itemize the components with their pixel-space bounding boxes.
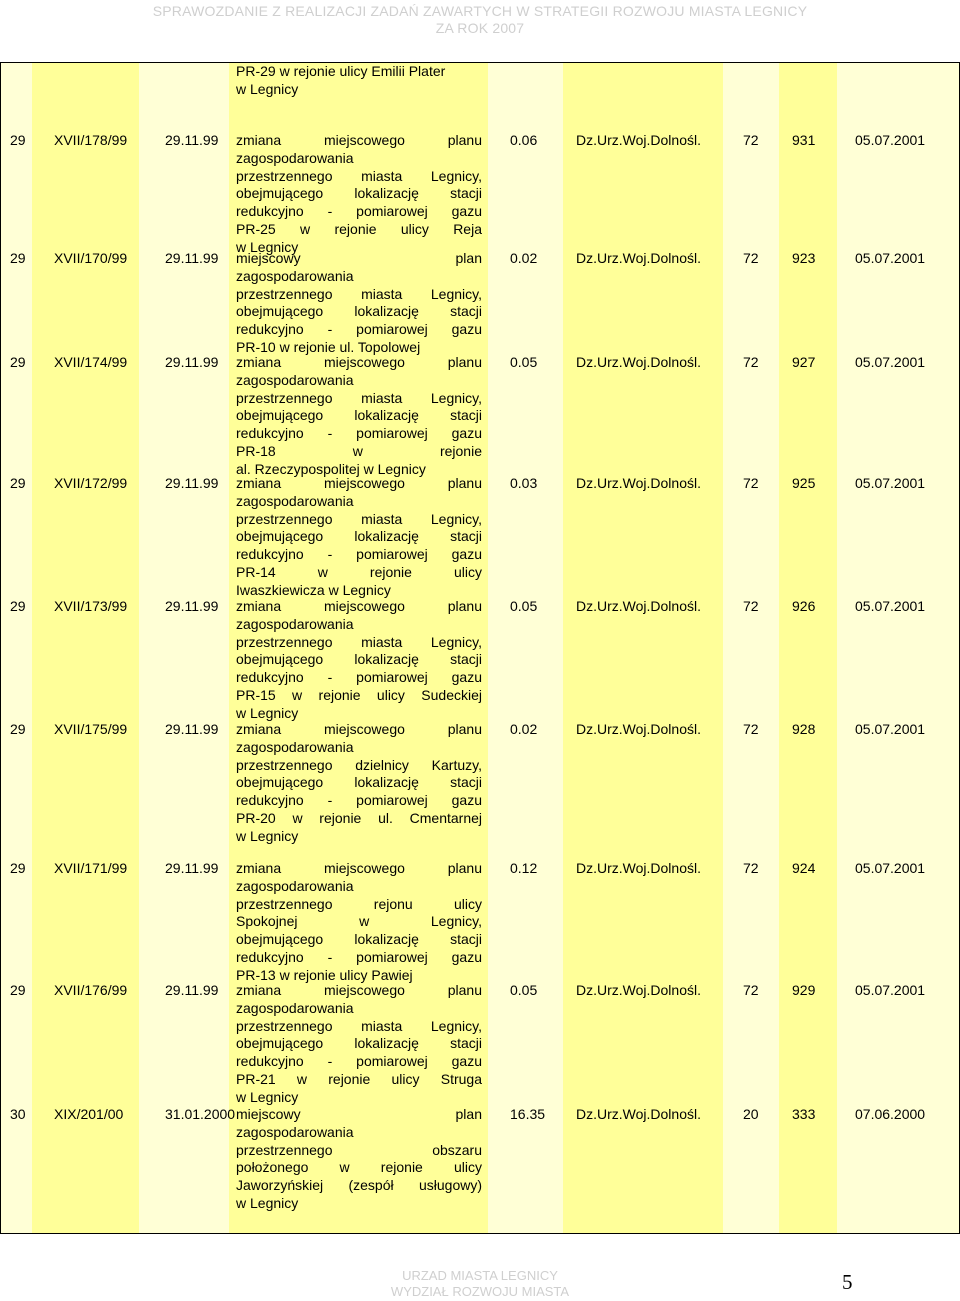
cell-position: 924 (792, 860, 816, 876)
description-line: redukcyjno - pomiarowej gazu (236, 948, 482, 965)
description-line: zagospodarowania (236, 615, 354, 632)
description-line: obejmującego lokalizację stacji (236, 651, 482, 668)
cell-publication-date: 05.07.2001 (855, 475, 926, 491)
description-line: PR-21 w rejonie ulicy Struga (236, 1070, 482, 1087)
description-line: obejmującego lokalizację stacji (236, 185, 482, 202)
cell-journal: Dz.Urz.Woj.Dolnośl. (576, 721, 701, 737)
description-line: zmiana miejscowego planu (236, 475, 482, 491)
cell-journal-number: 72 (743, 982, 759, 998)
description-line: zagospodarowania (236, 492, 354, 509)
description-line: położonego w rejonie ulicy (236, 1159, 482, 1176)
description-line: zagospodarowania (236, 999, 354, 1016)
cell-journal: Dz.Urz.Woj.Dolnośl. (576, 860, 701, 876)
cell-area: 0.05 (510, 598, 538, 614)
cell-journal-number: 72 (743, 132, 759, 148)
description-line: PR-13 w rejonie ulicy Pawiej (236, 966, 413, 983)
cell-description (236, 982, 482, 1107)
cell-date: 29.11.99 (165, 475, 219, 491)
cell-resolution: XVII/171/99 (54, 860, 128, 876)
cell-description (236, 598, 482, 723)
description-line: przestrzennego rejonu ulicy (236, 895, 482, 912)
description-line: redukcyjno - pomiarowej gazu (236, 321, 482, 338)
description-line: przestrzennego dzielnicy Kartuzy, (236, 756, 482, 773)
description-line: w Legnicy (236, 704, 299, 721)
page-number: 5 (842, 1270, 853, 1294)
description-line: przestrzennego obszaru (236, 1141, 482, 1158)
table-border-left (0, 62, 1, 1234)
footer-office: URZAD MIASTA LEGNICY (402, 1268, 558, 1283)
cell-journal: Dz.Urz.Woj.Dolnośl. (576, 132, 701, 148)
cell-journal-number: 72 (743, 354, 759, 370)
cell-date: 29.11.99 (165, 598, 219, 614)
footer-department: WYDZIAŁ ROZWOJU MIASTA (390, 1284, 570, 1299)
cell-journal-number: 20 (743, 1106, 759, 1122)
cell-area: 16.35 (510, 1106, 546, 1122)
table-border-bottom (0, 1233, 960, 1234)
cell-position: 928 (792, 721, 816, 737)
description-line: zmiana miejscowego planu (236, 132, 482, 148)
report-header-title: SPRAWOZDANIE Z REALIZACJI ZADAŃ ZAWARTYCH W STRATEGII ROZWOJU MIASTA LEGNICY (152, 3, 808, 19)
continued-description (236, 63, 482, 99)
cell-area: 0.02 (510, 721, 538, 737)
cell-position: 927 (792, 354, 816, 370)
cell-journal: Dz.Urz.Woj.Dolnośl. (576, 1106, 701, 1122)
description-line: miejscowy plan (236, 1106, 482, 1122)
cell-journal: Dz.Urz.Woj.Dolnośl. (576, 475, 701, 491)
description-line: w Legnicy (236, 238, 299, 255)
description-line: w Legnicy (236, 1088, 299, 1105)
description-line: PR-29 w rejonie ulicy Emilii Plater (236, 63, 446, 79)
description-line: zagospodarowania (236, 877, 354, 894)
cell-nr: 29 (10, 598, 26, 614)
description-line: redukcyjno - pomiarowej gazu (236, 425, 482, 442)
cell-nr: 30 (10, 1106, 26, 1122)
cell-nr: 29 (10, 982, 26, 998)
cell-area: 0.03 (510, 475, 538, 491)
description-line: PR-14 w rejonie ulicy (236, 563, 482, 580)
description-line: obejmującego lokalizację stacji (236, 303, 482, 320)
cell-description (236, 475, 482, 600)
cell-publication-date: 05.07.2001 (855, 354, 926, 370)
cell-resolution: XIX/201/00 (54, 1106, 124, 1122)
cell-resolution: XVII/178/99 (54, 132, 128, 148)
description-line: redukcyjno - pomiarowej gazu (236, 669, 482, 686)
cell-position: 929 (792, 982, 816, 998)
description-line: miejscowy plan (236, 250, 482, 266)
cell-resolution: XVII/170/99 (54, 250, 128, 266)
cell-position: 923 (792, 250, 816, 266)
description-line: zmiana miejscowego planu (236, 982, 482, 998)
description-line: zmiana miejscowego planu (236, 721, 482, 737)
description-line: w Legnicy (236, 1194, 299, 1211)
description-line: zagospodarowania (236, 267, 354, 284)
cell-journal: Dz.Urz.Woj.Dolnośl. (576, 598, 701, 614)
description-line: Spokojnej w Legnicy, (236, 913, 482, 930)
cell-resolution: XVII/175/99 (54, 721, 128, 737)
cell-nr: 29 (10, 354, 26, 370)
cell-position: 931 (792, 132, 816, 148)
cell-resolution: XVII/176/99 (54, 982, 128, 998)
cell-position: 333 (792, 1106, 816, 1122)
cell-description (236, 132, 482, 257)
description-line: zagospodarowania (236, 149, 354, 166)
description-line: zmiana miejscowego planu (236, 354, 482, 370)
cell-area: 0.06 (510, 132, 538, 148)
description-line: redukcyjno - pomiarowej gazu (236, 1053, 482, 1070)
description-line: PR-10 w rejonie ul. Topolowej (236, 338, 421, 355)
column-band-dziennik (563, 62, 723, 1234)
cell-date: 29.11.99 (165, 132, 219, 148)
cell-area: 0.12 (510, 860, 538, 876)
report-header-year: ZA ROK 2007 (435, 20, 525, 36)
cell-publication-date: 05.07.2001 (855, 982, 926, 998)
cell-description (236, 250, 482, 357)
cell-position: 925 (792, 475, 816, 491)
description-line: al. Rzeczypospolitej w Legnicy (236, 460, 426, 477)
cell-journal-number: 72 (743, 475, 759, 491)
description-line: redukcyjno - pomiarowej gazu (236, 546, 482, 563)
cell-description (236, 354, 482, 479)
description-line: przestrzennego miasta Legnicy, (236, 510, 482, 527)
description-line: obejmującego lokalizację stacji (236, 407, 482, 424)
cell-area: 0.02 (510, 250, 538, 266)
cell-date: 29.11.99 (165, 721, 219, 737)
description-line: PR-25 w rejonie ulicy Reja (236, 220, 482, 237)
description-line: przestrzennego miasta Legnicy, (236, 167, 482, 184)
cell-date: 31.01.2000 (165, 1106, 236, 1122)
cell-journal: Dz.Urz.Woj.Dolnośl. (576, 354, 701, 370)
description-line: PR-20 w rejonie ul. Cmentarnej (236, 809, 482, 826)
cell-nr: 29 (10, 860, 26, 876)
cell-journal: Dz.Urz.Woj.Dolnośl. (576, 250, 701, 266)
cell-area: 0.05 (510, 354, 538, 370)
description-line: PR-18 w rejonie (236, 442, 482, 459)
description-line: obejmującego lokalizację stacji (236, 1035, 482, 1052)
description-line: redukcyjno - pomiarowej gazu (236, 203, 482, 220)
description-line: zmiana miejscowego planu (236, 598, 482, 614)
cell-journal: Dz.Urz.Woj.Dolnośl. (576, 982, 701, 998)
cell-publication-date: 05.07.2001 (855, 721, 926, 737)
cell-resolution: XVII/174/99 (54, 354, 128, 370)
description-line: zagospodarowania (236, 371, 354, 388)
cell-journal-number: 72 (743, 250, 759, 266)
description-line: w Legnicy (236, 80, 299, 97)
description-line: przestrzennego miasta Legnicy, (236, 1017, 482, 1034)
cell-description (236, 721, 482, 846)
cell-publication-date: 05.07.2001 (855, 598, 926, 614)
description-line: zagospodarowania (236, 1123, 354, 1140)
cell-publication-date: 05.07.2001 (855, 860, 926, 876)
cell-resolution: XVII/173/99 (54, 598, 128, 614)
cell-journal-number: 72 (743, 721, 759, 737)
cell-nr: 29 (10, 475, 26, 491)
description-line: przestrzennego miasta Legnicy, (236, 633, 482, 650)
cell-date: 29.11.99 (165, 860, 219, 876)
cell-journal-number: 72 (743, 860, 759, 876)
description-line: zmiana miejscowego planu (236, 860, 482, 876)
description-line: zagospodarowania (236, 738, 354, 755)
cell-area: 0.05 (510, 982, 538, 998)
cell-position: 926 (792, 598, 816, 614)
cell-publication-date: 05.07.2001 (855, 132, 926, 148)
description-line: obejmującego lokalizację stacji (236, 774, 482, 791)
description-line: przestrzennego miasta Legnicy, (236, 285, 482, 302)
cell-nr: 29 (10, 721, 26, 737)
description-line: PR-15 w rejonie ulicy Sudeckiej (236, 686, 482, 703)
description-line: w Legnicy (236, 827, 299, 844)
cell-date: 29.11.99 (165, 354, 219, 370)
description-line: Jaworzyńskiej (zespół usługowy) (236, 1177, 482, 1194)
cell-description (236, 1106, 482, 1213)
column-band-pozycja (779, 62, 837, 1234)
cell-publication-date: 05.07.2001 (855, 250, 926, 266)
description-line: Iwaszkiewicza w Legnicy (236, 581, 391, 598)
column-band-uchwala (32, 62, 139, 1234)
description-line: obejmującego lokalizację stacji (236, 931, 482, 948)
cell-journal-number: 72 (743, 598, 759, 614)
description-line: przestrzennego miasta Legnicy, (236, 389, 482, 406)
cell-publication-date: 07.06.2000 (855, 1106, 926, 1122)
description-line: obejmującego lokalizację stacji (236, 528, 482, 545)
description-line: redukcyjno - pomiarowej gazu (236, 792, 482, 809)
cell-resolution: XVII/172/99 (54, 475, 128, 491)
cell-date: 29.11.99 (165, 982, 219, 998)
plans-table (0, 62, 960, 1234)
cell-date: 29.11.99 (165, 250, 219, 266)
cell-nr: 29 (10, 250, 26, 266)
cell-nr: 29 (10, 132, 26, 148)
cell-description (236, 860, 482, 985)
